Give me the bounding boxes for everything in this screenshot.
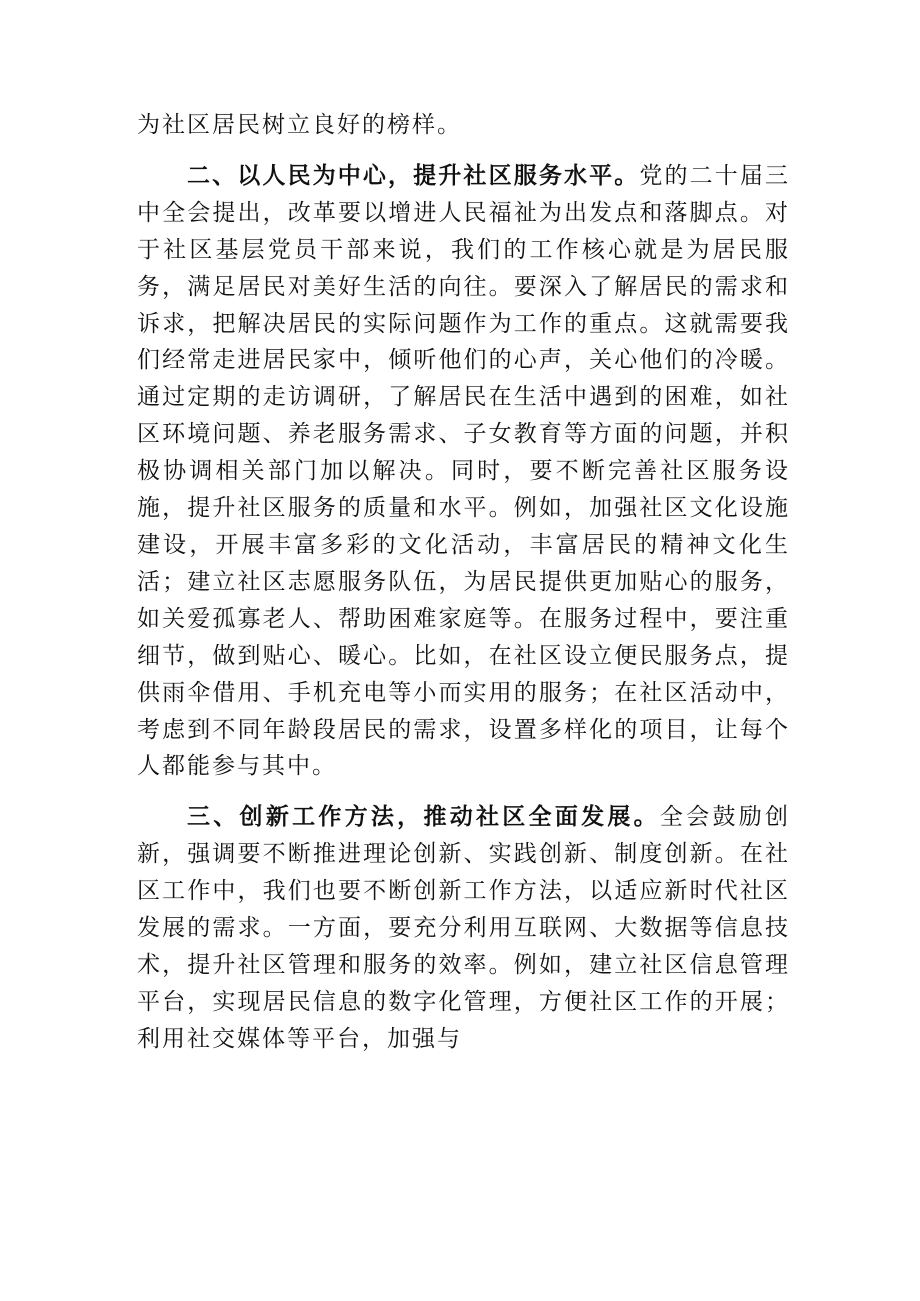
paragraph-3-text: 全会鼓励创新，强调要不断推进理论创新、实践创新、制度创新。在社区工作中，我们也要不断创新工作方法，以适应新时代社区发展的需求。一方面，要充分利用互联网、大数据等信息技术，提升社区管理和服务的效率。例如，建立社区信息管理平台，实现居民信息的数字化管理，方便社区工作的开展；利用社交媒体等平台，加强与 — [137, 804, 791, 1052]
paragraph-3 — [137, 799, 790, 1057]
section-2-heading: 二、以人民为中心，提升社区服务水平。 — [187, 161, 640, 189]
paragraph-2-text: 党的二十届三中全会提出，改革要以增进人民福祉为出发点和落脚点。对于社区基层党员干部来说，我们的工作核心就是为居民服务，满足居民对美好生活的向往。要深入了解居民的需求和诉求，把解决居民的实际问题作为工作的重点。这就需要我们经常走进居民家中，倾听他们的心声，关心他们的冷暖。通过定期的走访调研，了解居民在生活中遇到的困难，如社区环境问题、养老服务需求、子女教育等方面的问题，并积极协调相关部门加以解决。同时，要不断完善社区服务设施，提升社区服务的质量和水平。例如，加强社区文化设施建设，开展丰富多彩的文化活动，丰富居民的精神文化生活；建立社区志愿服务队伍，为居民提供更加贴心的服务，如关爱孤寡老人、帮助困难家庭等。在服务过程中，要注重细节，做到贴心、暖心。比如，在社区设立便民服务点，提供雨伞借用、手机充电等小而实用的服务；在社区活动中，考虑到不同年龄段居民的需求，设置多样化的项目，让每个人都能参与其中。 — [137, 162, 791, 780]
document-body — [137, 107, 790, 1058]
paragraph-2 — [137, 158, 790, 785]
section-3-heading: 三、创新工作方法，推动社区全面发展。 — [187, 803, 660, 831]
paragraph-1 — [137, 107, 790, 144]
paragraph-1-text: 为社区居民树立良好的榜样。 — [137, 112, 462, 138]
